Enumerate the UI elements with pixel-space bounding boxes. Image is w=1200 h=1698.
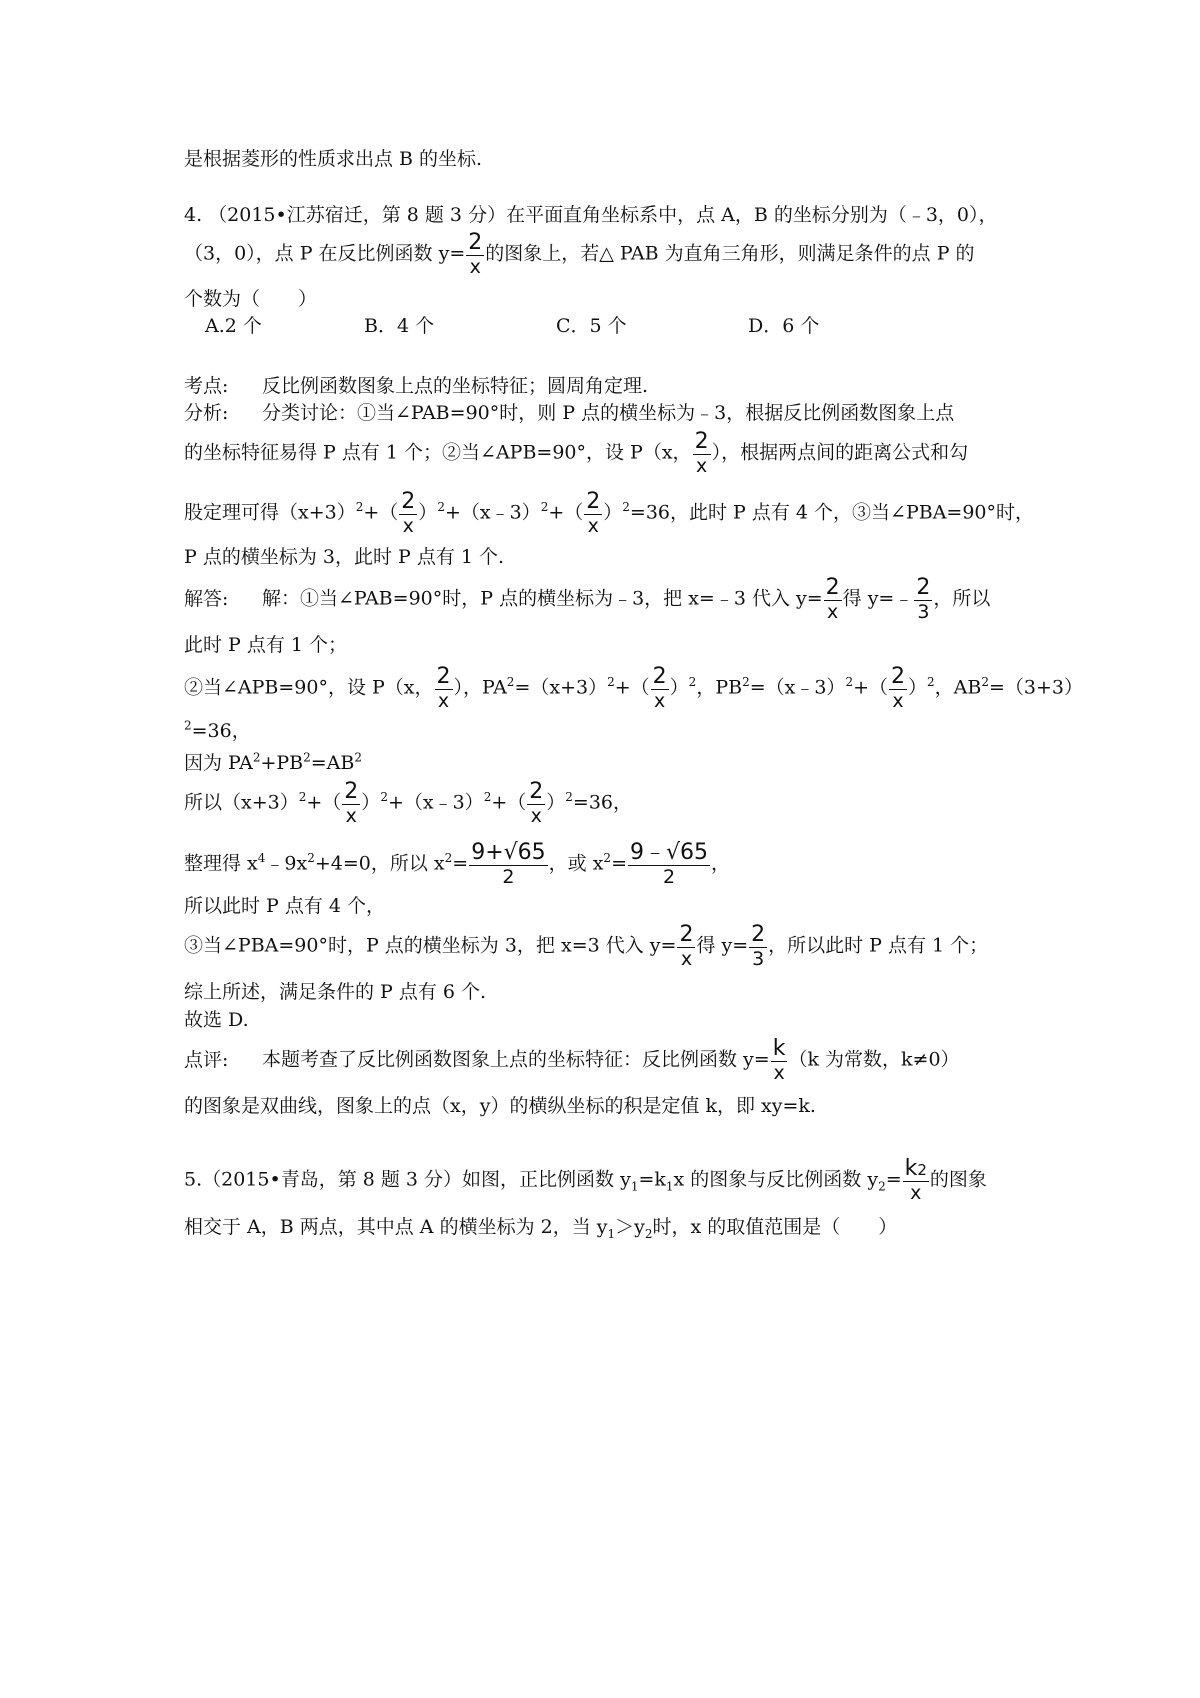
denominator: 3 xyxy=(917,601,930,623)
denominator: 2 xyxy=(502,866,515,888)
exponent: 2 xyxy=(622,500,630,515)
exponent: 2 xyxy=(303,750,311,765)
jieda-text: =36， xyxy=(191,720,251,742)
numerator: 2 xyxy=(825,575,840,600)
jieda-row4 xyxy=(184,718,251,742)
jieda-row8: 所以此时 P 点有 4 个， xyxy=(184,895,386,917)
jieda-text: +（ xyxy=(306,791,342,814)
fraction-9-minus-sqrt65-over-2 xyxy=(628,842,710,887)
k-letter: k xyxy=(904,1156,918,1181)
jieda-text: ③当∠PBA=90°时，P 点的横坐标为 3，把 x=3 代入 y= xyxy=(184,934,677,957)
q4-stem-line1: 4. （2015•江苏宿迁，第 8 题 3 分）在平面直角坐标系中，点 A，B 的坐标分别为（﹣3，0）， xyxy=(184,204,998,226)
fraction-2-over-x xyxy=(435,666,453,711)
subscript: 1 xyxy=(607,1226,616,1241)
fenxi-row3 xyxy=(184,491,1034,536)
numerator: 2 xyxy=(679,922,694,947)
exponent: 2 xyxy=(380,790,388,805)
fraction-2-over-x xyxy=(651,666,669,711)
q5-text: x 的图象与反比例函数 y xyxy=(673,1168,879,1191)
exponent: 2 xyxy=(355,500,364,515)
jieda-text: = xyxy=(452,852,469,875)
fenxi-text: 股定理可得（x+3） xyxy=(184,501,356,524)
exponent: 2 xyxy=(184,718,192,733)
jieda-row2: 此时 P 点有 1 个； xyxy=(184,634,348,656)
numerator: 9﹣√65 xyxy=(629,840,708,865)
numerator: 2 xyxy=(652,664,667,689)
fenxi-text: ） xyxy=(418,501,438,524)
exponent: 2 xyxy=(565,790,573,805)
jieda-text: = xyxy=(611,852,627,875)
jieda-text: ，AB xyxy=(934,676,982,699)
jieda-row1 xyxy=(184,577,990,622)
jieda-text: ，或 x xyxy=(548,852,604,875)
option-b: B．4 个 xyxy=(364,315,435,337)
jieda-text: ②当∠APB=90°，设 P（x， xyxy=(184,676,434,699)
numerator: 2 xyxy=(436,664,451,689)
jieda-text: +（ xyxy=(614,676,650,699)
q5-text: 的图象 xyxy=(929,1168,987,1191)
exponent: 2 xyxy=(506,675,515,690)
exponent: 2 xyxy=(298,790,307,805)
fraction-2-over-x xyxy=(584,491,602,536)
exponent: 2 xyxy=(927,675,935,690)
denominator: x xyxy=(402,515,414,537)
numerator: 2 xyxy=(401,489,416,514)
q5-stem-line2 xyxy=(184,1216,898,1241)
denominator: x xyxy=(530,805,542,827)
fraction-2-over-x xyxy=(677,924,695,969)
jieda-text: +PB xyxy=(260,752,304,774)
denominator: x xyxy=(587,515,599,537)
jieda-text: ），PA xyxy=(453,676,507,699)
option-a: A.2 个 xyxy=(205,315,262,337)
fraction-2-over-x xyxy=(693,431,711,476)
jieda-text: =（x+3） xyxy=(514,676,608,699)
exponent: 2 xyxy=(540,500,549,515)
fenxi-row4: P 点的横坐标为 3，此时 P 点有 1 个. xyxy=(184,546,505,568)
dianping-text: （k 为常数，k≠0） xyxy=(788,1048,960,1071)
denominator: x xyxy=(695,455,708,477)
fraction-2-over-x xyxy=(824,577,842,622)
jieda-text: ，所以此时 P 点有 1 个； xyxy=(768,934,989,957)
dianping-row2: 的图象是双曲线，图象上的点（x，y）的横纵坐标的积是定值 k，即 xy=k. xyxy=(184,1095,816,1117)
jieda-text: 解：①当∠PAB=90°时，P 点的横坐标为﹣3，把 x=﹣3 代入 y= xyxy=(262,587,823,610)
fenxi-text: ），根据两点间的距离公式和勾 xyxy=(711,441,969,464)
denominator: 3 xyxy=(752,948,765,970)
numerator: 2 xyxy=(344,779,359,804)
jieda-text: 所以（x+3） xyxy=(184,791,299,814)
q4-stem-text: （3，0），点 P 在反比例函数 y= xyxy=(184,242,466,265)
denominator: 2 xyxy=(662,866,676,888)
fraction-2-over-3 xyxy=(749,924,767,969)
exponent: 2 xyxy=(307,851,315,866)
numerator: 2 xyxy=(751,922,766,947)
exponent: 2 xyxy=(603,851,612,866)
fraction-2-over-x xyxy=(889,666,907,711)
exponent: 2 xyxy=(688,675,697,690)
fenxi-text: ） xyxy=(603,501,623,524)
numerator xyxy=(903,1158,929,1182)
jieda-text: 整理得 x xyxy=(184,852,258,875)
denominator: x xyxy=(827,601,839,623)
dianping-text: 本题考查了反比例函数图象上点的坐标特征：反比例函数 y= xyxy=(262,1048,770,1071)
fenxi-text: +（x﹣3） xyxy=(444,501,541,524)
subscript: 2 xyxy=(878,1179,886,1194)
fraction-2-over-x xyxy=(342,781,360,826)
jieda-row10: 综上所述，满足条件的 P 点有 6 个. xyxy=(184,981,487,1003)
denominator: x xyxy=(654,690,666,712)
jieda-text: ， xyxy=(711,852,731,875)
denominator: x xyxy=(910,1182,922,1204)
subscript: 2 xyxy=(644,1226,653,1241)
numerator: 2 xyxy=(529,779,544,804)
fenxi-row1 xyxy=(184,404,954,423)
jieda-text: +（ xyxy=(491,791,527,814)
numerator: 2 xyxy=(916,575,931,600)
exponent: 2 xyxy=(252,750,261,765)
jieda-text: 得 y=﹣ xyxy=(842,587,914,610)
q4-stem-line3: 个数为（ ） xyxy=(184,288,318,310)
dianping-label: 点评: xyxy=(184,1048,229,1071)
jieda-text: ） xyxy=(669,676,689,699)
jieda-text: ） xyxy=(546,791,566,814)
fraction-2-over-x xyxy=(466,232,484,277)
numerator: 9+√65 xyxy=(471,840,546,865)
denominator: x xyxy=(773,1062,785,1084)
exponent: 2 xyxy=(607,675,615,690)
q4-stem-text: 的图象上，若△ PAB 为直角三角形，则满足条件的点 P 的 xyxy=(485,242,975,265)
jieda-text: +4=0，所以 x xyxy=(314,852,445,875)
k-subscript: 2 xyxy=(917,1161,927,1179)
jieda-row7 xyxy=(184,842,730,887)
jieda-text: 得 y= xyxy=(696,934,749,957)
denominator: x xyxy=(437,690,450,712)
numerator: k xyxy=(772,1036,786,1061)
exponent: 4 xyxy=(257,851,266,866)
jieda-text: +（x﹣3） xyxy=(387,791,484,814)
fenxi-row2 xyxy=(184,431,968,476)
numerator: 2 xyxy=(586,489,601,514)
kaodian-text: 反比例函数图象上点的坐标特征；圆周角定理. xyxy=(262,375,649,397)
fenxi-label: 分析: xyxy=(184,402,229,424)
option-d: D．6 个 xyxy=(748,315,820,337)
jieda-text: ，PB xyxy=(696,676,743,699)
denominator: x xyxy=(892,690,904,712)
fenxi-text: +（ xyxy=(548,501,584,524)
fenxi-text: 的坐标特征易得 P 点有 1 个；②当∠APB=90°，设 P（x， xyxy=(184,441,692,464)
q5-text: 时，x 的取值范围是（ ） xyxy=(652,1216,898,1238)
exponent: 2 xyxy=(437,500,445,515)
jieda-text: ） xyxy=(908,676,928,699)
jieda-text: =36， xyxy=(572,791,633,814)
kaodian-row xyxy=(184,377,648,396)
exponent: 2 xyxy=(483,790,492,805)
q5-text: = xyxy=(885,1168,902,1191)
dianping-row1 xyxy=(184,1038,960,1083)
subscript: 1 xyxy=(665,1179,674,1194)
q5-text: =k xyxy=(638,1168,666,1191)
jieda-text: ，所以 xyxy=(933,587,991,610)
numerator: 2 xyxy=(891,664,905,689)
fenxi-text: 分类讨论：①当∠PAB=90°时，则 P 点的横坐标为﹣3，根据反比例函数图象上点 xyxy=(262,402,955,424)
jieda-text: 因为 PA xyxy=(184,752,253,774)
fraction-2-over-x xyxy=(399,491,417,536)
jieda-label: 解答: xyxy=(184,587,229,610)
kaodian-label: 考点: xyxy=(184,375,229,397)
jieda-text: =（3+3） xyxy=(988,676,1084,699)
subscript: 1 xyxy=(630,1179,639,1194)
jieda-row9 xyxy=(184,924,988,969)
fenxi-text: +（ xyxy=(363,501,399,524)
exponent: 2 xyxy=(444,851,453,866)
fraction-k-over-x xyxy=(771,1038,788,1083)
jieda-text: ﹣9x xyxy=(265,852,308,875)
fraction-2-over-x xyxy=(527,781,545,826)
fenxi-text: =36，此时 P 点有 4 个，③当∠PBA=90°时， xyxy=(629,501,1035,524)
jieda-text: =AB xyxy=(310,752,355,774)
jieda-text: =（x﹣3） xyxy=(749,676,846,699)
fraction-9-plus-sqrt65-over-2 xyxy=(469,842,547,887)
option-c: C．5 个 xyxy=(556,315,627,337)
jieda-text: +（ xyxy=(853,676,888,699)
exponent: 2 xyxy=(981,675,989,690)
exponent: 2 xyxy=(845,675,854,690)
numerator: 2 xyxy=(694,429,709,454)
q5-text: 相交于 A，B 两点，其中点 A 的横坐标为 2，当 y xyxy=(184,1216,608,1238)
jieda-text: ） xyxy=(361,791,381,814)
q4-stem-line2 xyxy=(184,232,975,277)
q5-stem-line1 xyxy=(184,1158,987,1203)
q5-text: ＞y xyxy=(615,1216,645,1238)
exponent: 2 xyxy=(354,750,363,765)
q5-text: 5.（2015•青岛，第 8 题 3 分）如图，正比例函数 y xyxy=(184,1168,631,1191)
jieda-row11: 故选 D. xyxy=(184,1009,249,1031)
prev-answer-tail: 是根据菱形的性质求出点 B 的坐标. xyxy=(184,148,483,170)
numerator: 2 xyxy=(468,230,483,255)
denominator: x xyxy=(469,256,481,278)
jieda-row3 xyxy=(184,666,1083,711)
fraction-k2-over-x xyxy=(903,1158,929,1203)
exponent: 2 xyxy=(742,675,750,690)
fraction-2-over-3 xyxy=(914,577,932,622)
denominator: x xyxy=(345,805,357,827)
denominator: x xyxy=(680,948,693,970)
jieda-row5 xyxy=(184,750,363,774)
jieda-row6 xyxy=(184,781,632,826)
